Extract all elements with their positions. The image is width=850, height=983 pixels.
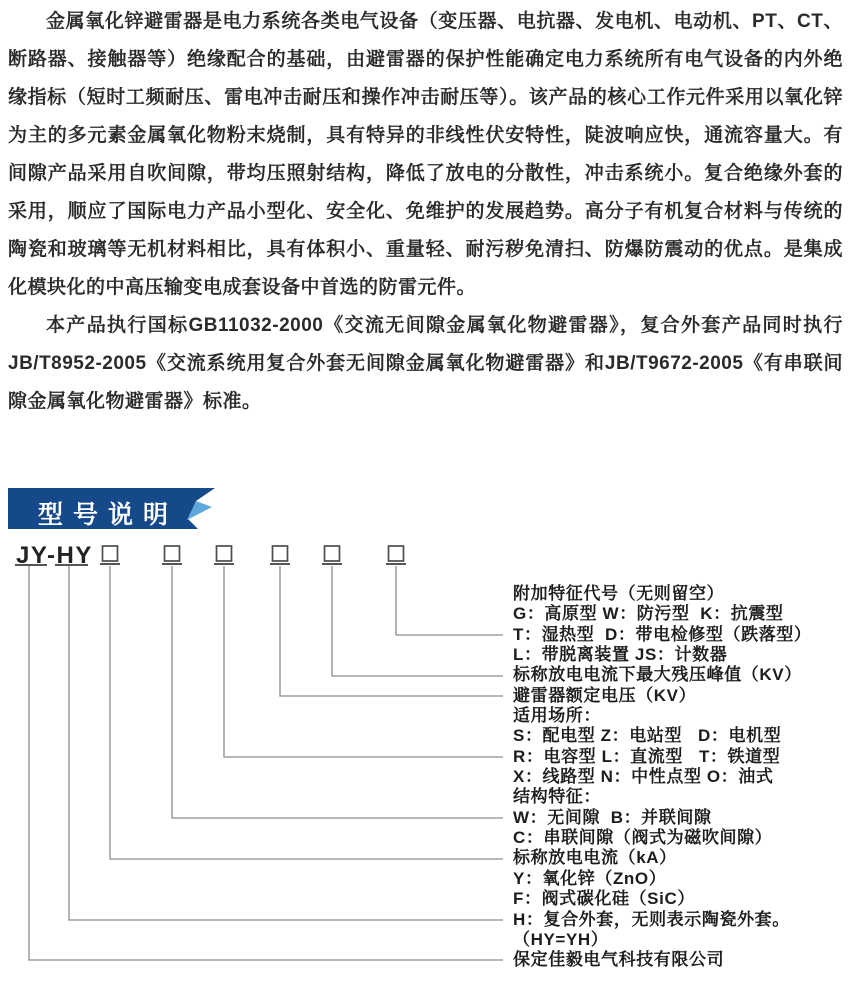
- connector-line-residual-voltage: [332, 566, 503, 676]
- connector-line-structure: [172, 566, 503, 818]
- code-box-1: [103, 546, 118, 561]
- model-code-label: L：带脱离装置 JS：计数器: [513, 645, 728, 665]
- connector-line-housing: [69, 566, 503, 920]
- model-code-label: S：配电型 Z：电站型 D：电机型: [513, 726, 782, 746]
- code-box-4: [273, 546, 288, 561]
- model-code-label: 结构特征：: [513, 787, 601, 807]
- connector-line-extra-feature: [396, 566, 503, 635]
- model-code-label: R：电容型 L：直流型 T：铁道型: [513, 746, 781, 766]
- model-code-label: 避雷器额定电压（KV）: [513, 685, 697, 705]
- model-code-label: Y：氧化锌（ZnO）: [513, 868, 667, 888]
- model-code-label: T：湿热型 D：带电检修型（跌落型）: [513, 624, 812, 644]
- intro-paragraph-1: 金属氧化锌避雷器是电力系统各类电气设备（变压器、电抗器、发电机、电动机、PT、CT、断路器、接触器等）绝缘配合的基础，由避雷器的保护性能确定电力系统所有电气设备的内外绝缘指标（短时工频耐压、雷电冲击耐压和操作冲击耐压等）。该产品的核心工作元件采用以氧化锌为主的多元素金属氧化物粉末烧制，具有特异的非线性伏安特性，陡波响应快，通流容量大。有间隙产品采用自吹间隙，带均压照射结构，降低了放电的分散性，冲击系统小。复合绝缘外套的采用，顺应了国际电力产品小型化、安全化、免维护的发展趋势。高分子有机复合材料与传统的陶瓷和玻璃等无机材料相比，具有体积小、重量轻、耐污秽免清扫、防爆防震动的优点。是集成化模块化的中高压输变电成套设备中首选的防雷元件。: [8, 11, 843, 298]
- connector-lines: [29, 566, 503, 960]
- model-code-label: X：线路型 N：中性点型 O：油式: [513, 767, 774, 787]
- model-code-label: C：串联间隙（阀式为磁吹间隙）: [513, 828, 773, 848]
- code-box-2: [165, 546, 180, 561]
- connector-line-company: [29, 566, 503, 960]
- model-code-label: F：阀式碳化硅（SiC）: [513, 889, 695, 909]
- model-code-label: 标称放电电流下最大残压峰值（KV）: [513, 665, 802, 685]
- intro-paragraph-2: 本产品执行国标GB11032-2000《交流无间隙金属氧化物避雷器》，复合外套产品同时执行JB/T8952-2005《交流系统用复合外套无间隙金属氧化物避雷器》和JB/T9672-2005《有串联间隙金属氧化物避雷器》标准。: [8, 315, 843, 412]
- model-code-label: 适用场所：: [513, 706, 601, 726]
- model-code-label: W：无间隙 B：并联间隙: [513, 807, 712, 827]
- code-box-5: [325, 546, 340, 561]
- model-code-label: 标称放电电流（kA）: [513, 848, 677, 868]
- code-boxes: [103, 546, 404, 561]
- model-code-label: G：高原型 W：防污型 K：抗震型: [513, 604, 784, 624]
- section-title: 型号说明: [38, 501, 179, 529]
- code-box-3: [217, 546, 232, 561]
- model-code-label: （HY=YH）: [513, 929, 609, 949]
- model-code-labels: [513, 584, 850, 971]
- model-code-label: H：复合外套，无则表示陶瓷外套。: [513, 909, 790, 929]
- connector-line-current: [110, 566, 503, 859]
- model-code-label: 附加特征代号（无则留空）: [513, 584, 725, 603]
- model-code-label: 保定佳毅电气科技有限公司: [513, 950, 725, 970]
- connector-line-location: [224, 566, 503, 757]
- model-prefix: JY-HY: [16, 542, 93, 569]
- code-box-6: [389, 546, 404, 561]
